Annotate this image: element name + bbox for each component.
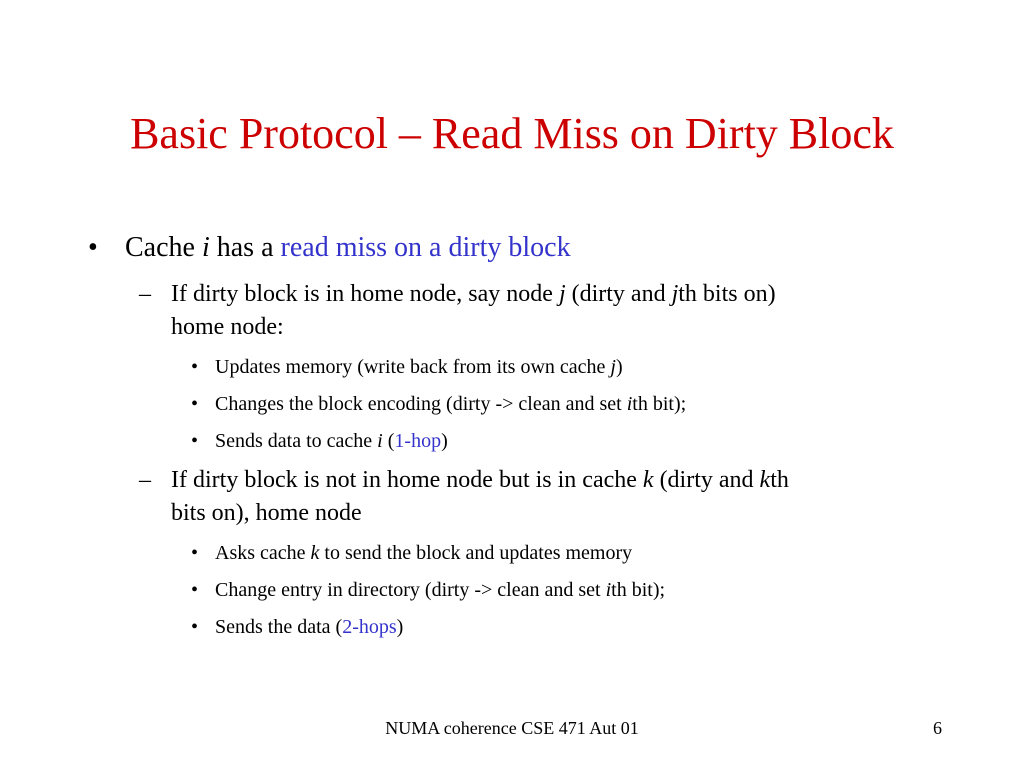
text-run: th bit); (611, 579, 666, 601)
item-asks-cache (215, 540, 632, 566)
dash-marker: – (139, 467, 151, 493)
text-run: (dirty and (653, 467, 760, 493)
text-run: th (770, 467, 789, 493)
bullet-marker: • (191, 616, 199, 638)
item-sends-the-data (215, 614, 403, 640)
slide-footer: NUMA coherence CSE 471 Aut 01 (385, 718, 639, 738)
bullet-marker: • (191, 579, 199, 601)
bullet-marker: • (191, 393, 199, 415)
item-changes-encoding (215, 391, 686, 417)
bullet-marker: • (191, 430, 199, 452)
item-sends-data (215, 428, 448, 454)
subbullet-home-node (171, 278, 776, 344)
text-run: th bit); (632, 393, 687, 415)
italic-run: k (310, 542, 320, 564)
text-run: Sends the data ( (215, 616, 343, 638)
dash-marker: – (139, 281, 151, 307)
highlight-run: read miss on a dirty block (280, 232, 571, 263)
text-run: Sends data to cache (215, 430, 378, 452)
text-run: If dirty block is not in home node but is in cache (171, 467, 643, 493)
bullet-marker: • (88, 232, 98, 263)
text-run: to send the block and updates memory (319, 542, 633, 564)
text-run: ) (615, 356, 623, 378)
italic-run: i (377, 430, 383, 452)
item-change-entry (215, 577, 665, 603)
text-run: Updates memory (write back from its own cache (215, 356, 611, 378)
italic-run: j (610, 356, 616, 378)
text-run: Change entry in directory (dirty -> clean and set (215, 579, 606, 601)
bullet-marker: • (191, 542, 199, 564)
subbullet-cache-k (171, 464, 789, 530)
highlight-run: 2-hops (342, 616, 397, 638)
item-updates-memory (215, 354, 623, 380)
text-run: has a (209, 232, 281, 263)
text-run: ) (441, 430, 448, 452)
text-run: Changes the block encoding (dirty -> clean and set (215, 393, 627, 415)
text-run: ( (382, 430, 395, 452)
text-run: (dirty and (565, 281, 672, 307)
italic-run: i (605, 579, 612, 601)
italic-run: j (671, 281, 679, 307)
subbullet-line (171, 464, 789, 497)
text-run: Asks cache (215, 542, 311, 564)
text-run: Cache (125, 232, 202, 263)
text-run: ) (396, 616, 404, 638)
text-run: th bits on) (678, 281, 776, 307)
slide-title: Basic Protocol – Read Miss on Dirty Block (130, 109, 894, 158)
italic-run: j (558, 281, 566, 307)
bullet-cache-read-miss (125, 231, 571, 265)
page-number: 6 (933, 718, 942, 738)
bullet-marker: • (191, 356, 199, 378)
text-run: If dirty block is in home node, say node (171, 281, 559, 307)
highlight-run: 1-hop (394, 430, 442, 452)
italic-run: i (201, 232, 210, 263)
subbullet-line (171, 278, 776, 311)
italic-run: k (642, 467, 654, 493)
subbullet-line-2: home node: (171, 314, 284, 340)
italic-run: i (626, 393, 633, 415)
subbullet-line-2: bits on), home node (171, 500, 362, 526)
italic-run: k (759, 467, 771, 493)
